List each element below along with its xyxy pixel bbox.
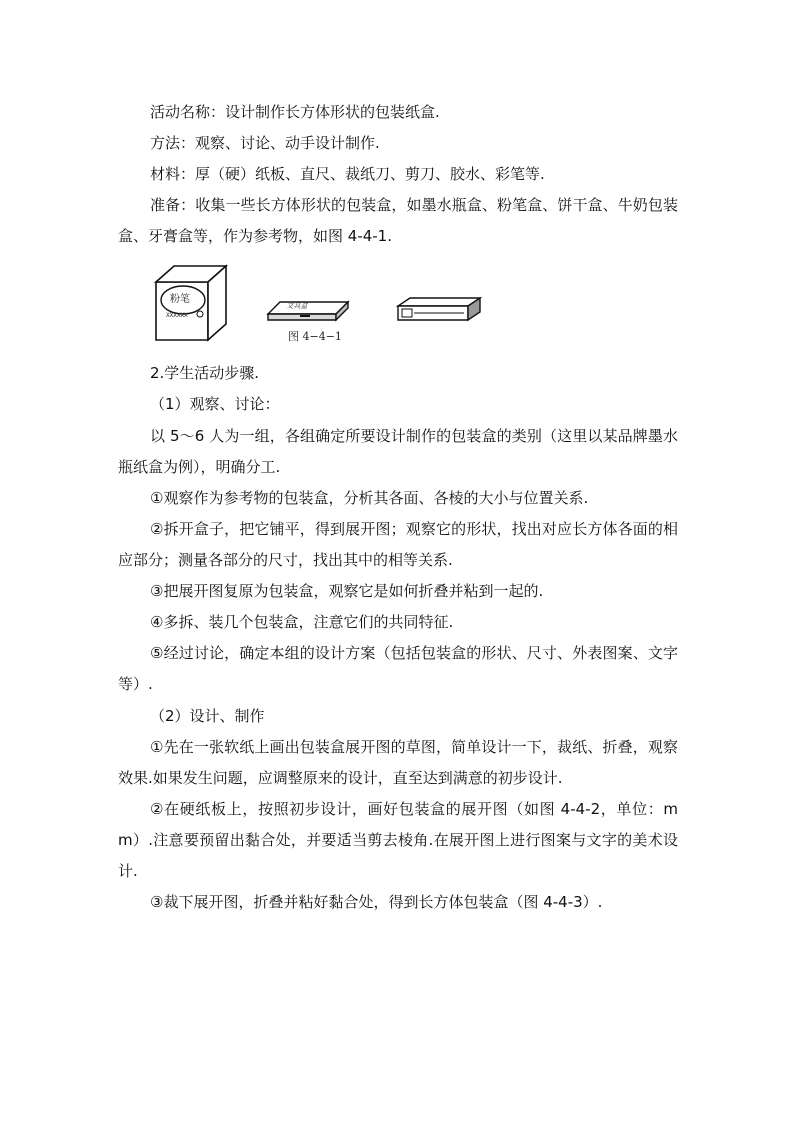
grouping-paragraph: 以 5～6 人为一组，各组确定所要设计制作的包装盒的类别（这里以某品牌墨水瓶纸盒为例），明确分工. <box>118 427 678 476</box>
toothpaste-box-drawing <box>398 298 480 320</box>
figure-4-4-1 <box>150 262 530 348</box>
chalk-box-drawing <box>156 266 226 340</box>
step-4-paragraph: ④多拆、装几个包装盒，注意它们的共同特征. <box>150 613 454 631</box>
method-paragraph: 方法：观察、讨论、动手设计制作. <box>150 134 380 152</box>
design-step-1-paragraph: ①先在一张软纸上画出包装盒展开图的草图，简单设计一下，裁纸、折叠，观察效果.如果发生问题，应调整原来的设计，直至达到满意的初步设计. <box>118 738 678 787</box>
preparation-paragraph: 准备：收集一些长方体形状的包装盒，如墨水瓶盒、粉笔盒、饼干盒、牛奶包装盒、牙膏盒等，作为参考物，如图 4-4-1. <box>118 196 678 245</box>
activity-name-paragraph: 活动名称：设计制作长方体形状的包装纸盒. <box>150 103 440 121</box>
design-step-3-paragraph: ③裁下展开图，折叠并粘好黏合处，得到长方体包装盒（图 4-4-3）. <box>150 893 603 911</box>
step-5-paragraph: ⑤经过讨论，确定本组的设计方案（包括包装盒的形状、尺寸、外表图案、文字等）. <box>118 644 678 693</box>
materials-paragraph: 材料：厚（硬）纸板、直尺、裁纸刀、剪刀、胶水、彩笔等. <box>150 165 545 183</box>
step-3-paragraph: ③把展开图复原为包装盒，观察它是如何折叠并粘到一起的. <box>150 582 544 600</box>
chalk-box-label: 粉笔 <box>170 294 190 305</box>
observe-discuss-heading: （1）观察、讨论： <box>150 395 280 413</box>
stationery-box-label: 文具盒 <box>285 302 310 310</box>
step-1-paragraph: ①观察作为参考物的包装盒，分析其各面、各棱的大小与位置关系. <box>150 489 589 507</box>
step-2-paragraph: ②拆开盒子，把它铺平，得到展开图；观察它的形状，找出对应长方体各面的相应部分；测量各部分的尺寸，找出其中的相等关系. <box>118 520 678 569</box>
design-step-2-paragraph: ②在硬纸板上，按照初步设计，画好包装盒的展开图（如图 4-4-2，单位：mm）.注意要预留出黏合处，并要适当剪去棱角.在展开图上进行图案与文字的美术设计. <box>118 800 678 880</box>
chalk-box-marks: XXXXXX <box>166 312 188 319</box>
design-make-heading: （2）设计、制作 <box>150 707 265 725</box>
figure-caption: 图 4−4−1 <box>288 330 342 343</box>
student-steps-heading: 2.学生活动步骤. <box>150 364 260 382</box>
